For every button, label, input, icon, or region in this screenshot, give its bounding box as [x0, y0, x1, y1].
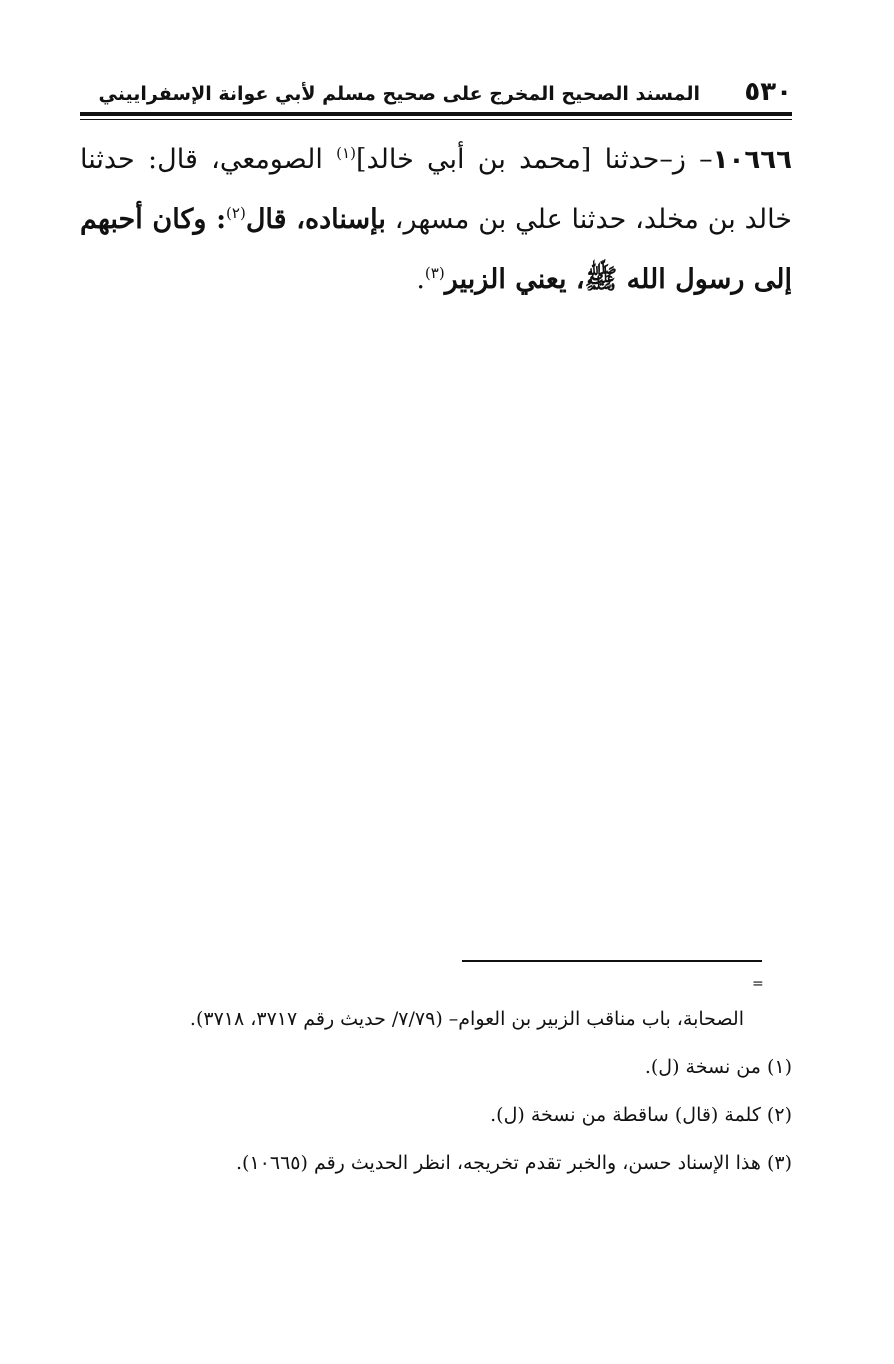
hadith-number: ١٠٦٦٦: [712, 145, 792, 175]
header-rule-thick: [80, 112, 792, 116]
footnote-ref-3: (٣): [424, 264, 445, 282]
footnote-3: (٣) هذا الإسناد حسن، والخبر تقدم تخريجه، انظر الحديث رقم (١٠٦٦٥).: [236, 1152, 792, 1174]
footnote-separator: [462, 960, 762, 962]
hadith-text-part-3: بإسناده، قال: [245, 204, 386, 235]
footnotes: [90, 995, 792, 1187]
footnote-2: (٢) كلمة (قال) ساقطة من نسخة (ل).: [490, 1104, 792, 1126]
footnote-ref-1: (١): [336, 144, 356, 162]
running-title: المسند الصحيح المخرج على صحيح مسلم لأبي عوانة الإسفراييني: [98, 83, 700, 105]
header-rule-thin: [80, 119, 792, 120]
footnote-continuation: الصحابة، باب مناقب الزبير بن العوام– (٧/٧٩/ حديث رقم ٣٧١٧، ٣٧١٨).: [189, 1008, 744, 1030]
page-number: ٥٣٠: [744, 77, 792, 107]
hadith-text-part-2: الصومعي، قال: حدثنا خالد بن مخلد، حدثنا علي بن مسهر،: [80, 144, 792, 235]
hadith-paragraph: [80, 130, 792, 310]
hadith-text-part-4: : وكان أحبهم إلى رسول الله ﷺ، يعني الزبير: [80, 204, 792, 295]
footnote-1: (١) من نسخة (ل).: [644, 1056, 792, 1078]
page-header: [80, 76, 792, 112]
footnote-continuation-mark: =: [752, 976, 764, 992]
hadith-text-part-5: .: [416, 264, 425, 295]
hadith-text-part-1: – ز–حدثنا [محمد بن أبي خالد]: [355, 144, 713, 175]
footnote-ref-2: (٢): [226, 204, 246, 222]
